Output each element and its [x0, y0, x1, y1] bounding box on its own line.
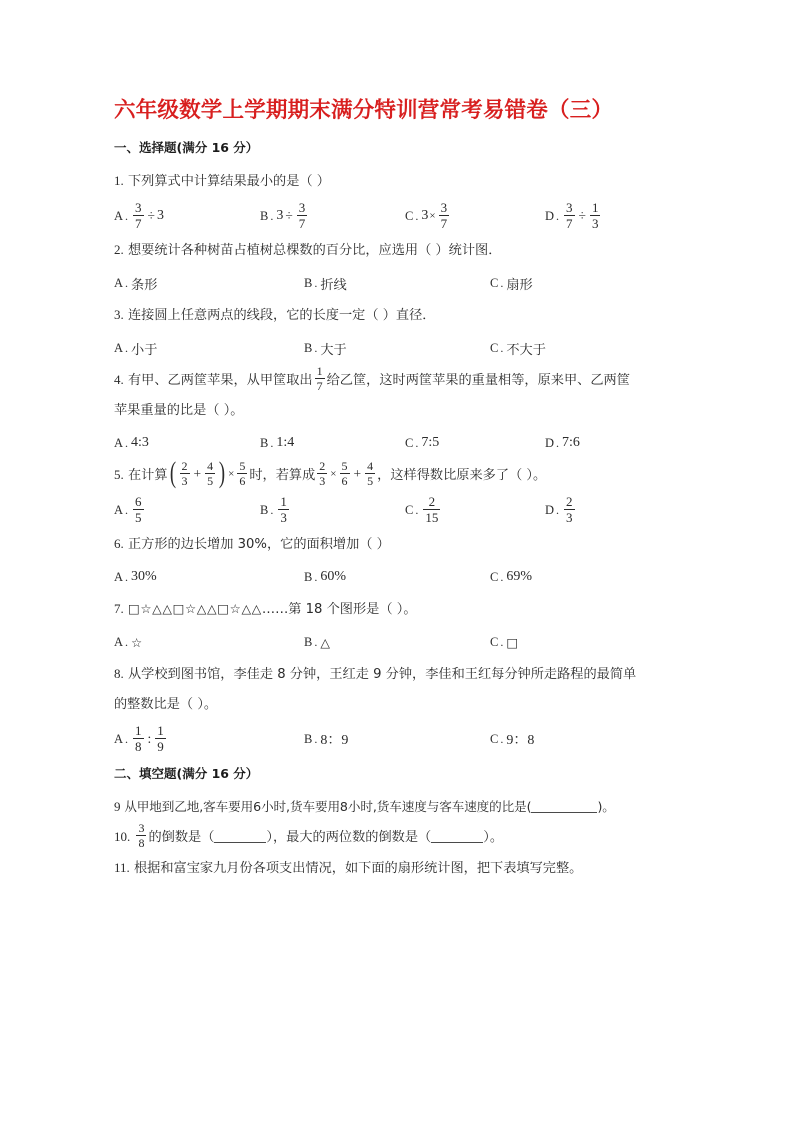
fraction-numerator: 6 — [135, 494, 142, 509]
option-letter: B — [304, 569, 313, 584]
question-8-options — [114, 720, 680, 758]
option-content: 不大于 — [506, 342, 546, 358]
question-10-body-part3: ）。 — [483, 830, 504, 845]
operator: + — [193, 466, 202, 481]
fraction — [340, 460, 350, 487]
option-dot: . — [500, 340, 504, 355]
paren-close: ) — [219, 455, 226, 489]
expression-alternate — [315, 459, 377, 489]
operand: 3 — [421, 208, 429, 223]
option-3-a[interactable] — [114, 331, 157, 365]
fraction-numerator: 2 — [428, 494, 436, 509]
question-10-body-part1: 的倒数是（ — [148, 830, 215, 845]
fraction — [315, 365, 325, 392]
fraction — [133, 201, 144, 230]
option-4-a[interactable] — [114, 426, 149, 460]
fraction-denominator: 3 — [280, 510, 287, 525]
option-letter: C — [405, 208, 414, 223]
question-7-options — [114, 625, 680, 659]
option-2-b[interactable] — [304, 266, 347, 300]
option-dot: . — [125, 569, 129, 584]
option-dot: . — [125, 435, 129, 450]
question-8-text-line2 — [114, 690, 680, 720]
question-4-text-line1 — [114, 365, 680, 396]
question-8-dot: . — [120, 666, 124, 681]
option-dot: . — [415, 502, 419, 517]
question-9-text — [114, 792, 680, 822]
option-letter: B — [304, 634, 313, 649]
option-content: 7:6 — [562, 435, 580, 450]
fraction-numerator: 3 — [138, 821, 145, 835]
fraction-numerator: 1 — [316, 364, 323, 378]
fraction-numerator: 3 — [135, 200, 142, 215]
answer-blank-9[interactable] — [531, 799, 597, 813]
option-7-a[interactable] — [114, 625, 143, 659]
option-dot: . — [125, 502, 129, 517]
expression-parenthesized — [168, 455, 250, 489]
question-7-text — [114, 594, 680, 625]
star-icon: ☆ — [131, 634, 143, 650]
question-1-body: 下列算式中计算结果最小的是（ ） — [127, 174, 330, 189]
fraction-denominator: 8 — [135, 739, 142, 754]
question-7-ellipsis: …… — [261, 602, 289, 617]
fraction — [297, 201, 308, 230]
question-3-body: 连接圆上任意两点的线段，它的长度一定（ ）直径． — [127, 308, 436, 323]
fraction-numerator: 4 — [207, 459, 214, 473]
option-dot: . — [556, 208, 560, 223]
question-1-number: 1 — [114, 173, 121, 188]
option-content: 8：9 — [320, 733, 349, 748]
option-5-b[interactable] — [260, 491, 291, 529]
question-2-number: 2 — [114, 242, 121, 257]
fraction-denominator: 9 — [157, 739, 164, 754]
ratio-separator: : — [147, 731, 152, 746]
option-letter: C — [490, 569, 499, 584]
question-11-dot: . — [126, 860, 130, 875]
option-letter: A — [114, 435, 124, 450]
option-letter: C — [405, 502, 414, 517]
fraction-denominator: 5 — [207, 474, 214, 488]
fraction-numerator: 1 — [157, 723, 164, 738]
option-dot: . — [125, 634, 129, 649]
option-4-b[interactable] — [260, 426, 294, 460]
fraction-numerator: 2 — [566, 494, 573, 509]
question-2-options — [114, 266, 680, 300]
question-4-body-part2: 给乙筐，这时两筐苹果的重量相等，原来甲、乙两筐 — [326, 373, 630, 388]
question-5-text — [114, 455, 680, 491]
fraction-numerator: 3 — [298, 200, 306, 215]
option-dot: . — [125, 731, 129, 746]
question-2-body: 想要统计各种树苗占植树总棵数的百分比，应选用（ ）统计图． — [127, 243, 502, 258]
question-3-options — [114, 331, 680, 365]
fraction — [205, 460, 215, 487]
fraction — [423, 495, 440, 524]
fraction-numerator: 2 — [181, 459, 188, 473]
operator: ÷ — [147, 208, 155, 223]
question-6-number: 6 — [114, 536, 121, 551]
fraction-denominator: 7 — [316, 379, 323, 393]
question-7-number: 7 — [114, 601, 121, 616]
fraction-denominator: 3 — [181, 474, 188, 488]
question-8-body-part1: 从学校到图书馆，李佳走 8 分钟，王红走 9 分钟，李佳和王红每分钟所走路程的最简单 — [127, 667, 637, 682]
option-dot: . — [270, 208, 274, 223]
option-content: 折线 — [320, 277, 347, 293]
option-4-c[interactable] — [405, 426, 439, 460]
option-content: 30% — [131, 569, 157, 584]
question-3-number: 3 — [114, 307, 121, 322]
fraction — [155, 724, 166, 753]
option-letter: A — [114, 569, 124, 584]
option-content — [131, 202, 164, 231]
fraction-denominator: 8 — [138, 836, 145, 850]
option-content: 60% — [320, 569, 347, 584]
fraction-numerator: 5 — [239, 459, 246, 473]
question-4-options — [114, 426, 680, 460]
fraction — [136, 822, 146, 849]
option-content — [276, 202, 309, 231]
fraction-denominator: 5 — [135, 510, 142, 525]
fraction-denominator: 6 — [341, 474, 348, 488]
operand: 3 — [156, 208, 164, 223]
option-1-c[interactable] — [405, 197, 451, 235]
answer-blank-10-1[interactable] — [214, 829, 266, 843]
question-7-pattern: □☆△△□☆△△□☆△△ — [127, 601, 262, 616]
option-letter: A — [114, 634, 124, 649]
question-5-body-part1: 在计算 — [127, 468, 168, 483]
option-dot: . — [556, 502, 560, 517]
fraction-numerator: 1 — [135, 723, 142, 738]
option-dot: . — [125, 208, 129, 223]
operator: × — [228, 468, 235, 480]
option-3-b[interactable] — [304, 331, 347, 365]
option-letter: A — [114, 208, 124, 223]
question-4-text-line2 — [114, 396, 680, 426]
question-9-number: 9 — [114, 799, 121, 814]
fraction — [564, 201, 575, 230]
option-6-c[interactable] — [490, 560, 532, 594]
question-8-number: 8 — [114, 666, 121, 681]
option-3-c[interactable] — [490, 331, 546, 365]
question-10-text — [114, 822, 680, 853]
option-content: 69% — [506, 569, 533, 584]
option-content — [562, 496, 577, 525]
question-2-dot: . — [120, 242, 124, 257]
option-dot: . — [125, 340, 129, 355]
option-letter: B — [260, 502, 269, 517]
fraction-denominator: 5 — [367, 474, 374, 488]
option-content: 7:5 — [421, 435, 440, 450]
option-dot: . — [314, 275, 318, 290]
option-letter: C — [490, 275, 499, 290]
fraction — [133, 724, 144, 753]
option-letter: B — [304, 340, 313, 355]
fraction — [237, 460, 247, 487]
option-content: 9：8 — [506, 733, 535, 748]
option-letter: B — [304, 731, 313, 746]
fraction — [564, 495, 575, 524]
option-2-c[interactable] — [490, 266, 533, 300]
question-7-dot: . — [120, 601, 124, 616]
option-content — [131, 496, 146, 525]
question-8-text-line1 — [114, 659, 680, 690]
option-2-a[interactable] — [114, 266, 157, 300]
option-dot: . — [125, 275, 129, 290]
triangle-icon: △ — [320, 634, 331, 650]
option-letter: A — [114, 502, 124, 517]
option-letter: D — [545, 435, 555, 450]
option-letter: B — [260, 435, 269, 450]
option-dot: . — [500, 275, 504, 290]
question-4-body-part1: 有甲、乙两筐苹果，从甲筐取出 — [127, 373, 313, 388]
option-content: 小于 — [131, 342, 158, 358]
fraction-denominator: 3 — [319, 474, 326, 488]
option-content: 1:4 — [276, 435, 295, 450]
question-2-text — [114, 235, 680, 266]
option-letter: A — [114, 340, 124, 355]
question-10-dot: . — [127, 829, 131, 844]
question-5-body-part2: 时，若算成 — [249, 468, 316, 483]
question-1-options — [114, 197, 680, 235]
fraction — [180, 460, 190, 487]
operator: ÷ — [578, 208, 586, 223]
question-10-number: 10 — [114, 829, 127, 844]
square-icon: □ — [506, 634, 519, 650]
option-dot: . — [314, 340, 318, 355]
option-content: 大于 — [320, 342, 347, 358]
option-4-d[interactable] — [545, 426, 580, 460]
fraction — [133, 495, 144, 524]
question-5-dot: . — [120, 467, 124, 482]
option-7-c[interactable] — [490, 625, 519, 659]
paren-open: ( — [169, 455, 176, 489]
option-dot: . — [415, 435, 419, 450]
fraction-numerator: 2 — [319, 459, 326, 473]
fraction — [365, 460, 375, 487]
fraction-denominator: 7 — [135, 216, 142, 231]
question-1-text — [114, 166, 680, 197]
section-heading-choice: 一、选择题(满分 16 分） — [114, 140, 259, 155]
option-letter: B — [260, 208, 269, 223]
option-dot: . — [556, 435, 560, 450]
option-letter: C — [490, 340, 499, 355]
option-content: 扇形 — [506, 277, 533, 293]
question-3-text — [114, 300, 680, 331]
option-content — [421, 496, 442, 525]
operator: × — [429, 210, 436, 222]
section-heading-fill: 二、填空题(满分 16 分） — [114, 766, 259, 781]
option-dot: . — [270, 435, 274, 450]
inline-fraction — [313, 366, 327, 393]
operand: 3 — [276, 208, 284, 223]
option-dot: . — [314, 569, 318, 584]
fraction-numerator: 3 — [440, 200, 448, 215]
option-content: 4:3 — [131, 435, 149, 450]
fraction-denominator: 7 — [298, 216, 306, 231]
option-dot: . — [500, 634, 504, 649]
fraction — [278, 495, 289, 524]
option-dot: . — [415, 208, 419, 223]
option-letter: B — [304, 275, 313, 290]
fraction — [317, 460, 327, 487]
question-8-body-part2: 的整数比是（ ）。 — [114, 697, 218, 712]
question-10-body-part2: ），最大的两位数的倒数是（ — [266, 830, 432, 845]
operator: × — [330, 468, 337, 480]
question-7-body: 第 18 个图形是（ ）。 — [288, 602, 417, 617]
option-letter: D — [545, 502, 555, 517]
fraction-numerator: 1 — [591, 200, 599, 215]
fraction-denominator: 3 — [566, 510, 573, 525]
option-dot: . — [314, 634, 318, 649]
question-1-dot: . — [120, 173, 124, 188]
fraction-denominator: 6 — [239, 474, 246, 488]
section-spacer — [114, 758, 680, 765]
question-4-number: 4 — [114, 372, 121, 387]
question-5-options — [114, 491, 680, 529]
option-5-d[interactable] — [545, 491, 577, 529]
option-dot: . — [270, 502, 274, 517]
inline-fraction — [134, 823, 148, 850]
option-content — [562, 202, 602, 231]
option-1-d[interactable] — [545, 197, 602, 235]
option-letter: D — [545, 208, 555, 223]
option-7-b[interactable] — [304, 625, 331, 659]
page-title: 六年级数学上学期期末满分特训营常考易错卷（三） — [114, 98, 614, 123]
fraction — [590, 201, 601, 230]
option-8-c[interactable] — [490, 720, 534, 758]
option-dot: . — [500, 731, 504, 746]
operator: + — [353, 466, 362, 481]
option-6-b[interactable] — [304, 560, 346, 594]
question-11-body: 根据和富宝家九月份各项支出情况，如下面的扇形统计图，把下表填写完整。 — [133, 861, 583, 876]
question-6-body: 正方形的边长增加 30%，它的面积增加（ ） — [127, 537, 390, 552]
question-11-number: 11 — [114, 860, 127, 875]
option-6-a[interactable] — [114, 560, 157, 594]
option-5-c[interactable] — [405, 491, 442, 529]
option-letter: C — [405, 435, 414, 450]
question-3-dot: . — [120, 307, 124, 322]
option-letter: C — [490, 731, 499, 746]
answer-blank-10-2[interactable] — [431, 829, 483, 843]
option-5-a[interactable] — [114, 491, 146, 529]
option-8-a[interactable] — [114, 720, 168, 758]
fraction-numerator: 5 — [341, 459, 348, 473]
question-6-options — [114, 560, 680, 594]
question-9-body-part1: 从甲地到乙地,客车要用6小时,货车要用8小时,货车速度与客车速度的比是( — [124, 799, 532, 814]
question-6-text — [114, 529, 680, 560]
option-1-b[interactable] — [260, 197, 309, 235]
option-letter: C — [490, 634, 499, 649]
fraction — [439, 201, 450, 230]
fraction-denominator: 15 — [425, 510, 439, 525]
option-1-a[interactable] — [114, 197, 164, 235]
question-5-number: 5 — [114, 467, 121, 482]
question-11-text — [114, 853, 680, 884]
option-letter: A — [114, 731, 124, 746]
question-5-body-part3: ，这样得数比原来多了（ ）。 — [377, 468, 547, 483]
option-dot: . — [500, 569, 504, 584]
option-dot: . — [314, 731, 318, 746]
option-content — [131, 725, 168, 754]
option-content: 条形 — [131, 277, 158, 293]
option-content — [421, 202, 451, 231]
fraction-numerator: 4 — [367, 459, 374, 473]
fraction-numerator: 1 — [280, 494, 287, 509]
option-8-b[interactable] — [304, 720, 348, 758]
operator: ÷ — [285, 208, 293, 223]
page-content — [114, 96, 680, 884]
fraction-numerator: 3 — [566, 200, 573, 215]
fraction-denominator: 7 — [440, 216, 448, 231]
option-letter: A — [114, 275, 124, 290]
fraction-denominator: 7 — [566, 216, 573, 231]
fraction-denominator: 3 — [591, 216, 599, 231]
question-4-body-part3: 苹果重量的比是（ ）。 — [114, 403, 244, 418]
question-6-dot: . — [120, 536, 124, 551]
option-content — [276, 496, 291, 525]
question-4-dot: . — [120, 372, 124, 387]
question-9-body-part2: )。 — [597, 799, 615, 814]
